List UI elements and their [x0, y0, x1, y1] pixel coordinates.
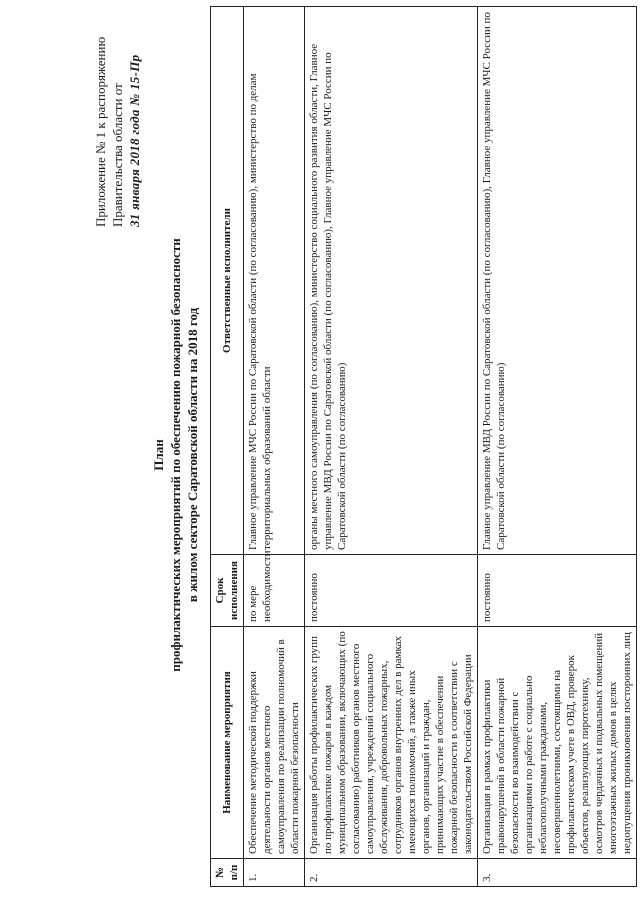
document-title: [150, 155, 201, 755]
row-term: по мере необходимости: [244, 555, 305, 627]
approval-line-2: Правительства области от: [110, 83, 125, 227]
header-num: № п/п: [211, 859, 244, 887]
header-executors: Ответственные исполнители: [211, 7, 244, 555]
measures-table: [210, 6, 637, 887]
approval-line-1: Приложение № 1 к распоряжению: [93, 36, 108, 227]
header-term: Срок исполнения: [211, 555, 244, 627]
table-row: [478, 7, 637, 887]
row-executors: Главное управление МВД России по Саратовской области (по согласованию), Главное управление МЧС России по Саратовской области (по согласованию): [478, 7, 637, 555]
row-executors: органы местного самоуправления (по согласованию), министерство социального развития области, Главное управление МВД России по Саратовской области (по согласованию), Главное управление МЧС России по Саратовской области (по согласованию): [305, 7, 478, 555]
row-measure: Обеспечение методической поддержки деятельности органов местного самоуправления по реализации полномочий в области пожарной безопасности: [244, 627, 305, 859]
table-header-row: [211, 7, 244, 887]
table-row: [305, 7, 478, 887]
header-measure: Наименование мероприятия: [211, 627, 244, 859]
row-term: постоянно: [478, 555, 637, 627]
row-executors: Главное управление МЧС России по Саратовской области (по согласованию), министерство по делам территориальных образований области: [244, 7, 305, 555]
row-term: постоянно: [305, 555, 478, 627]
approval-date-number: 31 января 2018 года № 15-Пр: [127, 54, 142, 227]
row-num: 1.: [244, 859, 305, 887]
row-measure: Организация в рамках профилактики правонарушений в области пожарной безопасности во взаимодействии с организациями по работе с социально неблагополучными гражданами, несовершеннолетними, состоящими на профилактическом учете в ОВД, проверок объектов, реализующих пиротехнику, осмотров чердачных и подвальных помещений многоэтажных жилых домов в целях недопущения проникновения посторонних лиц: [478, 627, 637, 859]
approval-stamp: [92, 17, 143, 227]
row-num: 3.: [478, 859, 637, 887]
title-line-1: План: [151, 439, 166, 471]
title-line-3: в жилом секторе Саратовской области на 2018 год: [185, 307, 200, 603]
title-line-2: профилактических мероприятий по обеспечению пожарной безопасности: [168, 238, 183, 672]
row-num: 2.: [305, 859, 478, 887]
table-row: [244, 7, 305, 887]
row-measure: Организация работы профилактических групп по профилактике пожаров в каждом муниципальном образовании, включающих (по согласованию) работников органов местного самоуправления, учреждений социального обслуживания, добровольных пожарных, сотрудников органов внутренних дел в рамках имеющихся полномочий, а также иных органов, организаций и граждан, принимающих участие в обеспечении пожарной безопасности в соответствии с законодательством Российской Федерации: [305, 627, 478, 859]
